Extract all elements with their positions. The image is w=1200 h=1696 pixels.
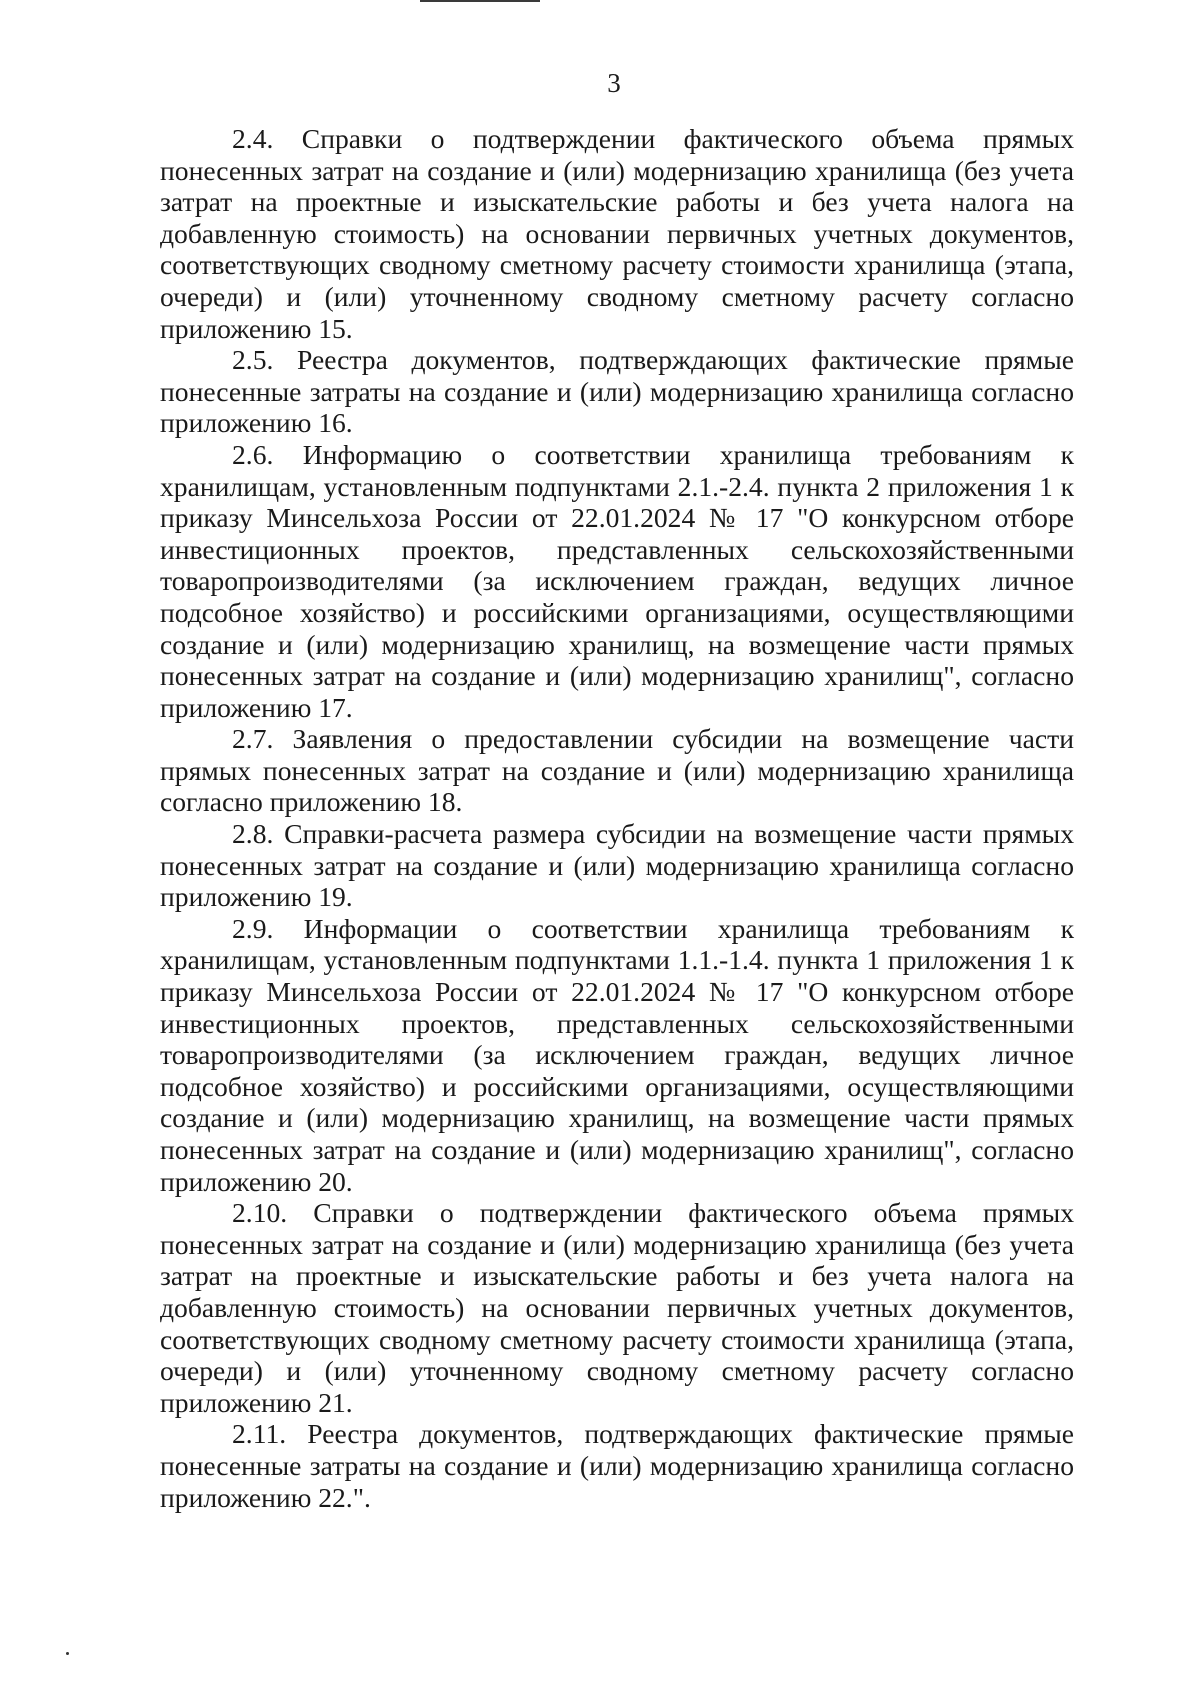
paragraph-2-6: 2.6. Информацию о соответствии хранилища требованиям к хранилищам, установленным подпунктами 2.1.-2.4. пункта 2 приложения 1 к приказу Минсельхоза России от 22.01.2024 № 17 "О конкурсном отборе инвестиционных проектов, представленных сельскохозяйственными товаропроизводителями (за исключением граждан, ведущих личное подсобное хозяйство) и российскими организациями, осуществляющими создание и (или) модернизацию хранилищ, на возмещение части прямых понесенных затрат на создание и (или) модернизацию хранилищ", согласно приложению 17.: [160, 438, 1074, 723]
page-number: 3: [607, 68, 621, 98]
paragraph-2-10: 2.10. Справки о подтверждении фактического объема прямых понесенных затрат на создание и (или) модернизацию хранилища (без учета затрат на проектные и изыскательские работы и без учета налога на добавленную стоимость) на основании первичных учетных документов, соответствующих сводному сметному расчету стоимости хранилища (этапа, очереди) и (или) уточненному сводному сметному расчету согласно приложению 21.: [160, 1197, 1074, 1418]
paragraph-2-8: 2.8. Справки-расчета размера субсидии на возмещение части прямых понесенных затрат на создание и (или) модернизацию хранилища согласно приложению 19.: [160, 818, 1074, 913]
paragraph-2-11: 2.11. Реестра документов, подтверждающих фактические прямые понесенные затраты на создание и (или) модернизацию хранилища согласно приложению 22.".: [160, 1418, 1074, 1513]
paragraph-2-5: 2.5. Реестра документов, подтверждающих фактические прямые понесенные затраты на создание и (или) модернизацию хранилища согласно приложению 16.: [160, 344, 1074, 439]
document-body: [160, 123, 1074, 1513]
paragraph-2-4: 2.4. Справки о подтверждении фактического объема прямых понесенных затрат на создание и (или) модернизацию хранилища (без учета затрат на проектные и изыскательские работы и без учета налога на добавленную стоимость) на основании первичных учетных документов, соответствующих сводному сметному расчету стоимости хранилища (этапа, очереди) и (или) уточненному сводному сметному расчету согласно приложению 15.: [160, 123, 1074, 344]
scan-edge-mark: [420, 0, 540, 2]
scan-speck: [66, 1652, 69, 1655]
paragraph-2-7: 2.7. Заявления о предоставлении субсидии на возмещение части прямых понесенных затрат на создание и (или) модернизацию хранилища согласно приложению 18.: [160, 723, 1074, 818]
paragraph-2-9: 2.9. Информации о соответствии хранилища требованиям к хранилищам, установленным подпунктами 1.1.-1.4. пункта 1 приложения 1 к приказу Минсельхоза России от 22.01.2024 № 17 "О конкурсном отборе инвестиционных проектов, представленных сельскохозяйственными товаропроизводителями (за исключением граждан, ведущих личное подсобное хозяйство) и российскими организациями, осуществляющими создание и (или) модернизацию хранилищ, на возмещение части прямых понесенных затрат на создание и (или) модернизацию хранилищ", согласно приложению 20.: [160, 912, 1074, 1197]
